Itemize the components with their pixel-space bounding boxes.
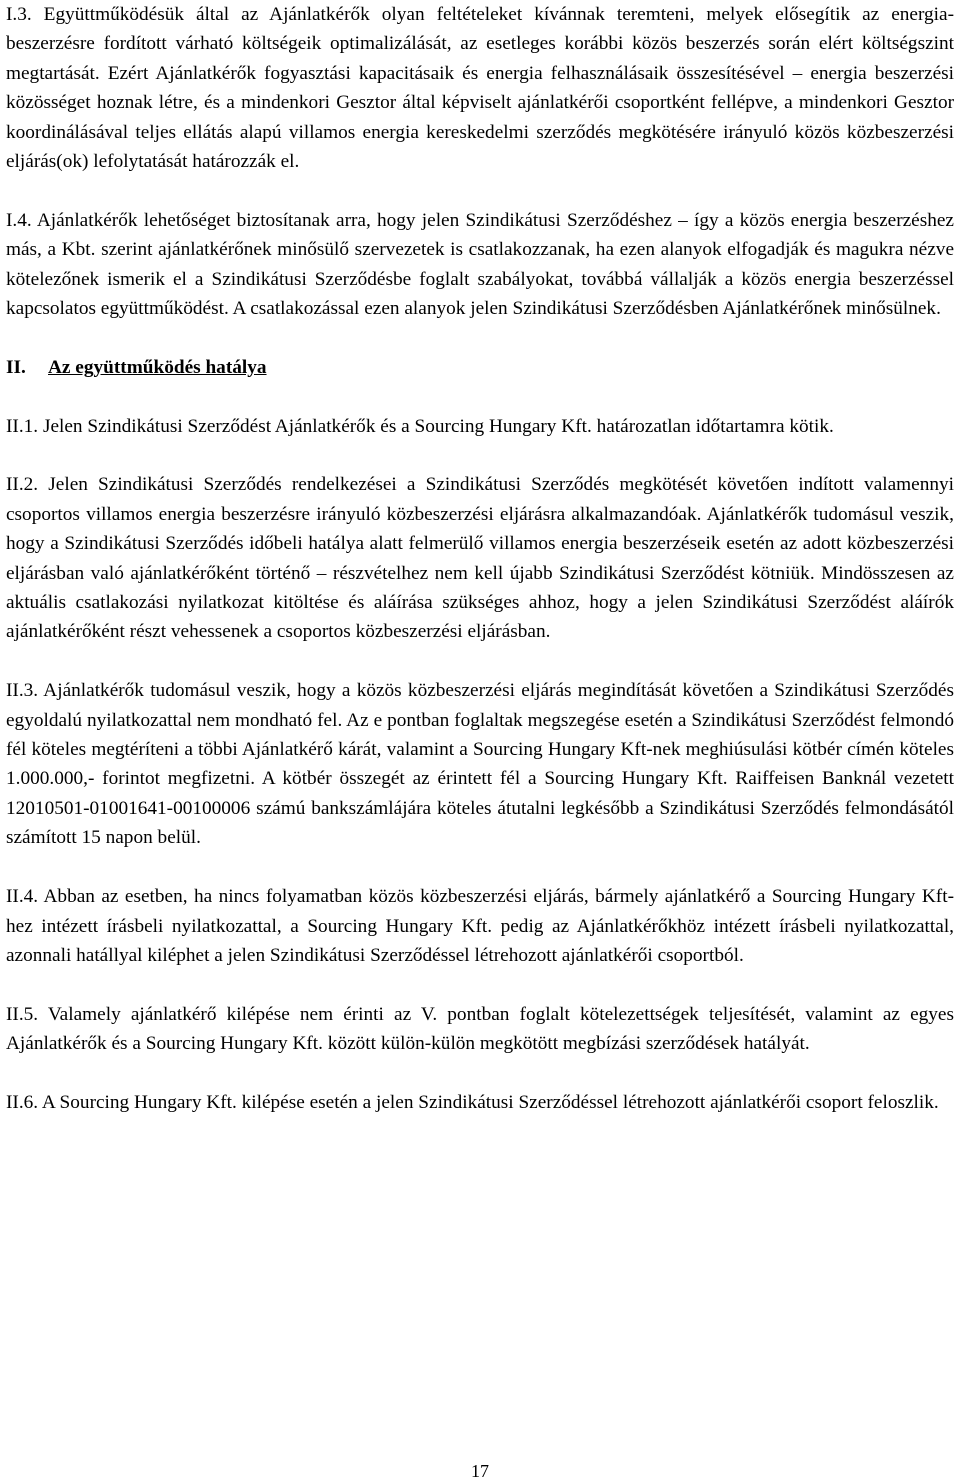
paragraph-ii4: II.4. Abban az esetben, ha nincs folyamatban közös közbeszerzési eljárás, bármely ajánlatkérő a Sourcing Hungary Kft-hez intézett írásbeli nyilatkozattal, a Sourcing Hungary Kft. pedig az Ajánlatkérőkhöz intézett írásbeli nyilatkozattal, azonnali hatállyal kiléphet a jelen Szindikátusi Szerződéssel létrehozott ajánlatkérői csoportból. <box>6 886 954 966</box>
document-page <box>6 0 954 1117</box>
page-number: 17 <box>471 1461 489 1481</box>
paragraph-ii1: II.1. Jelen Szindikátusi Szerződést Ajánlatkérők és a Sourcing Hungary Kft. határozatlan időtartamra kötik. <box>6 415 834 437</box>
paragraph-ii6: II.6. A Sourcing Hungary Kft. kilépése esetén a jelen Szindikátusi Szerződéssel létrehozott ajánlatkérői csoport feloszlik. <box>6 1091 939 1113</box>
paragraph-ii2: II.2. Jelen Szindikátusi Szerződés rendelkezései a Szindikátusi Szerződés megkötését követően indított valamennyi csoportos villamos energia beszerzésre irányuló közbeszerzési eljárásra alkalmazandóak. Ajánlatkérők tudomásul veszik, hogy a Szindikátusi Szerződés időbeli hatálya alatt felmerülő villamos energia beszerzéseik esetén az adott közbeszerzési eljárásban való ajánlatkérőként történő – részvételhez nem kell újabb Szindikátusi Szerződést kötniük. Mindösszesen az aktuális csatlakozási nyilatkozat kitöltése és aláírása szükséges ahhoz, hogy a jelen Szindikátusi Szerződést aláírók ajánlatkérőként részt vehessenek a csoportos közbeszerzési eljárásban. <box>6 474 954 643</box>
section-title: Az együttműködés hatálya <box>48 356 267 378</box>
paragraph-i3: I.3. Együttműködésük által az Ajánlatkérők olyan feltételeket kívánnak teremteni, melyek elősegítik az energia-beszerzésre fordított várható költségeik optimalizálását, az esetleges korábbi közös beszerzés során elért költségszint megtartását. Ezért Ajánlatkérők fogyasztási kapacitásaik és energia felhasználásaik összesítésével – energia beszerzési közösséget hoznak létre, és a mindenkori Gesztor által képviselt ajánlatkérői csoportként fellépve, a mindenkori Gesztor koordinálásával teljes ellátás alapú villamos energia kereskedelmi szerződés megkötésére irányuló közös közbeszerzési eljárás(ok) lefolytatását határozzák el. <box>6 4 954 173</box>
section-number: II. <box>6 356 26 378</box>
paragraph-ii5: II.5. Valamely ajánlatkérő kilépése nem érinti az V. pontban foglalt kötelezettségek teljesítését, valamint az egyes Ajánlatkérők és a Sourcing Hungary Kft. között külön-külön megkötött megbízási szerződések hatályát. <box>6 1003 954 1055</box>
paragraph-ii3: II.3. Ajánlatkérők tudomásul veszik, hogy a közös közbeszerzési eljárás megindítását követően a Szindikátusi Szerződés egyoldalú nyilatkozattal nem mondható fel. Az e pontban foglaltak megszegése esetén a Szindikátusi Szerződést felmondó fél köteles megtéríteni a többi Ajánlatkérő kárát, valamint a Sourcing Hungary Kft-nek meghiúsulási kötbér címén köteles 1.000.000,- forintot megfizetni. A kötbér összegét az érintett fél a Sourcing Hungary Kft. Raiffeisen Banknál vezetett 12010501-01001641-00100006 számú bankszámlájára köteles átutalni legkésőbb a Szindikátusi Szerződés felmondásától számított 15 napon belül. <box>6 680 954 849</box>
paragraph-i4: I.4. Ajánlatkérők lehetőséget biztosítanak arra, hogy jelen Szindikátusi Szerződéshez – így a közös energia beszerzéshez más, a Kbt. szerint ajánlatkérőnek minősülő szervezetek is csatlakozzanak, ha ezen alanyok elfogadják és magukra nézve kötelezőnek ismerik el a Szindikátusi Szerződésbe foglalt szabályokat, továbbá vállalják a közös energia beszerzéssel kapcsolatos együttműködést. A csatlakozással ezen alanyok jelen Szindikátusi Szerződésben Ajánlatkérőnek minősülnek. <box>6 209 954 320</box>
section-heading <box>6 353 954 382</box>
